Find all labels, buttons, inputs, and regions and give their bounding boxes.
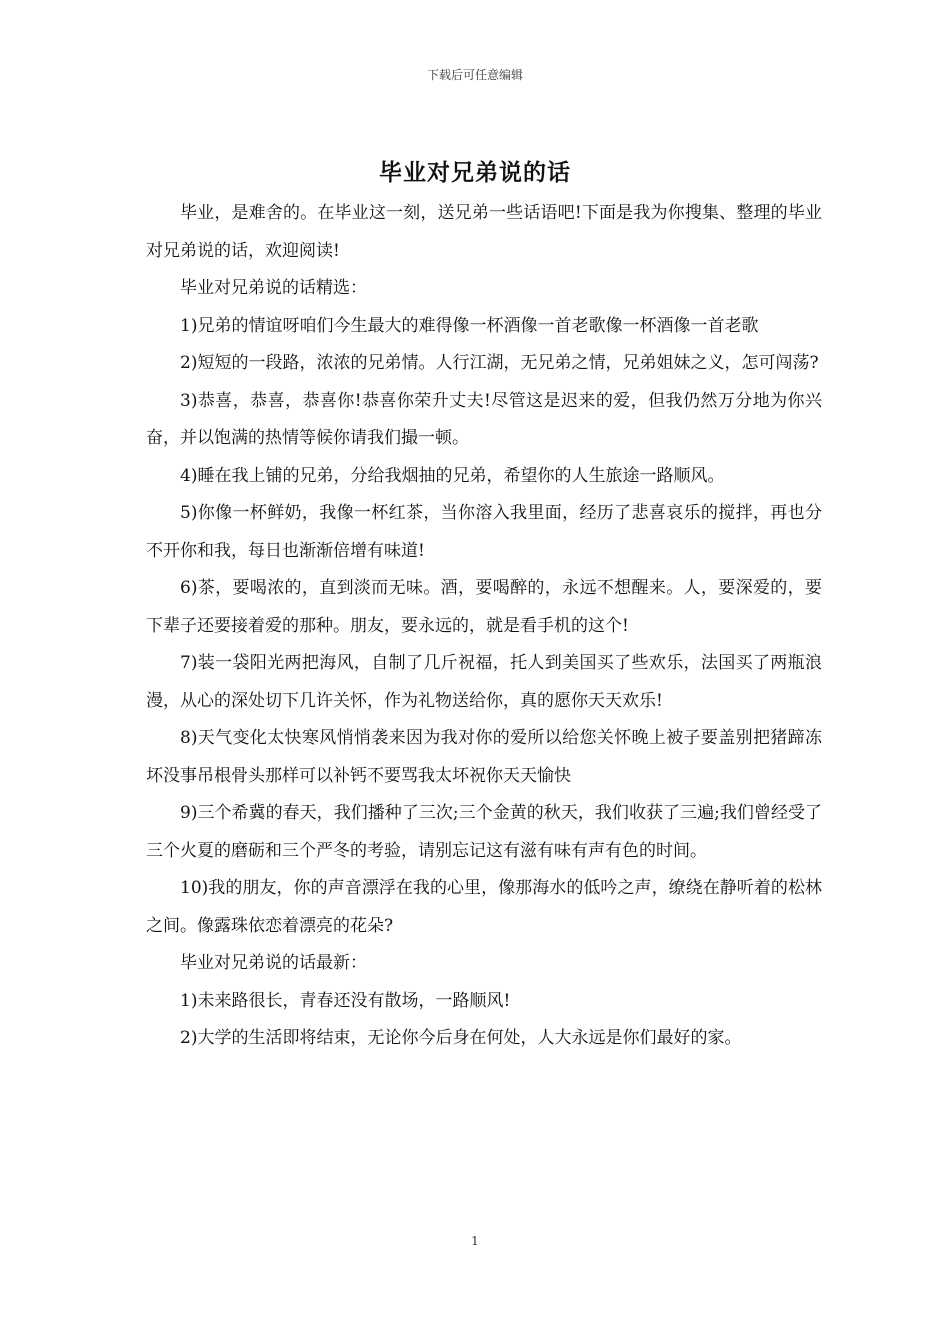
- list-item: 1)兄弟的情谊呀咱们今生最大的难得像一杯酒像一首老歌像一杯酒像一首老歌: [180, 315, 759, 336]
- header-note: 下载后可任意编辑: [426, 68, 523, 82]
- list-item: 2)大学的生活即将结束，无论你今后身在何处，人大永远是你们最好的家。: [180, 1028, 742, 1048]
- list-item: 4)睡在我上铺的兄弟，分给我烟抽的兄弟，希望你的人生旅途一路顺风。: [180, 465, 725, 486]
- list-item: 3)恭喜，恭喜，恭喜你!恭喜你荣升丈夫!尽管这是迟来的爱，但我仍然万分地为你兴奋，并以饱满的热情等候你请我们撮一顿。: [146, 390, 822, 448]
- page-number: 1: [471, 1234, 479, 1248]
- list-item: 9)三个希冀的春天，我们播种了三次;三个金黄的秋天，我们收获了三遍;我们曾经受了三个火夏的磨砺和三个严冬的考验，请别忘记这有滋有味有声有色的时间。: [146, 803, 822, 861]
- list-item: 8)天气变化太快寒风悄悄袭来因为我对你的爱所以给您关怀晚上被子要盖别把猪蹄冻坏没事吊根骨头那样可以补钙不要骂我太坏祝你天天愉快: [146, 728, 822, 786]
- list-item: 10)我的朋友，你的声音漂浮在我的心里，像那海水的低吟之声，缭绕在静听着的松林之间。像露珠依恋着漂亮的花朵?: [146, 878, 822, 936]
- list-item: 2)短短的一段路，浓浓的兄弟情。人行江湖，无兄弟之情，兄弟姐妹之义，怎可闯荡?: [180, 353, 819, 373]
- list-item: 1)未来路很长，青春还没有散场，一路顺风!: [180, 990, 511, 1011]
- paragraph: 毕业，是难舍的。在毕业这一刻，送兄弟一些话语吧!下面是我为你搜集、整理的毕业对兄弟说的话，欢迎阅读!: [146, 203, 822, 261]
- list-item: 6)茶，要喝浓的，直到淡而无味。酒，要喝醉的，永远不想醒来。人，要深爱的，要下辈子还要接着爱的那种。朋友，要永远的，就是看手机的这个!: [146, 578, 822, 636]
- section-heading: 毕业对兄弟说的话最新：: [180, 953, 367, 973]
- section-heading: 毕业对兄弟说的话精选：: [180, 278, 367, 298]
- document-body: [146, 195, 822, 1058]
- list-item: 7)装一袋阳光两把海风，自制了几斤祝福，托人到美国买了些欢乐，法国买了两瓶浪漫，从心的深处切下几许关怀，作为礼物送给你，真的愿你天天欢乐!: [146, 653, 822, 711]
- document-title: 毕业对兄弟说的话: [379, 159, 571, 186]
- list-item: 5)你像一杯鲜奶，我像一杯红茶，当你溶入我里面，经历了悲喜哀乐的搅拌，再也分不开你和我，每日也渐渐倍增有味道!: [146, 503, 822, 561]
